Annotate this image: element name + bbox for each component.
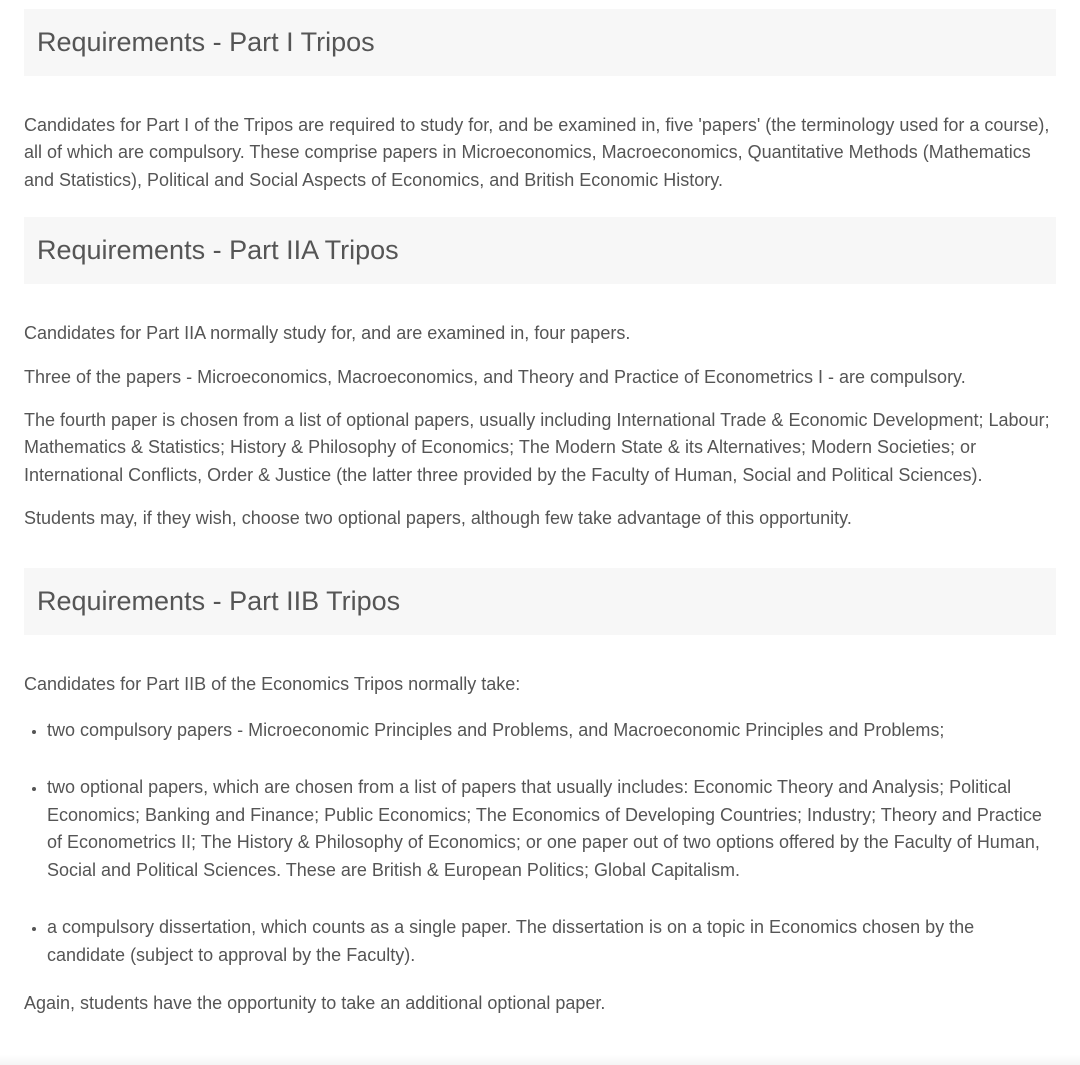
list-item-dissertation: • a compulsory dissertation, which counts as a single paper. The dissertation is on a topic in Economics chosen by the candidate (subject to approval by the Faculty).: [47, 914, 1056, 969]
bottom-fade: [0, 1055, 1080, 1065]
paragraph-part-iia-2: Three of the papers - Microeconomics, Macroeconomics, and Theory and Practice of Econometrics I - are compulsory.: [24, 366, 966, 387]
part-iib-list: [24, 717, 1056, 969]
paragraph-part-iia-1: Candidates for Part IIA normally study for, and are examined in, four papers.: [24, 323, 631, 344]
section-header-part-iib: [24, 568, 1056, 635]
paragraph-part-iia-4: Students may, if they wish, choose two optional papers, although few take advantage of this opportunity.: [24, 508, 852, 529]
paragraph-part-iia-3: The fourth paper is chosen from a list of optional papers, usually including International Trade & Economic Development; Labour; Mathematics & Statistics; History & Philosophy of Economics; The Modern State & its Alternatives; Modern Societies; or International Conflicts, Order & Justice (the latter three provided by the Faculty of Human, Social and Political Sciences).: [24, 410, 1050, 485]
paragraph-part-iib-intro: Candidates for Part IIB of the Economics Tripos normally take:: [24, 673, 521, 694]
list-item-compulsory-papers: • two compulsory papers - Microeconomic Principles and Problems, and Macroeconomic Principles and Problems;: [47, 717, 1056, 744]
paragraph-part-iib-outro: Again, students have the opportunity to take an additional optional paper.: [24, 992, 606, 1013]
section-header-part-i: [24, 9, 1056, 76]
page-content: [24, 9, 1056, 1017]
section-title-part-iib: Requirements - Part IIB Tripos: [37, 585, 401, 616]
section-header-part-iia: [24, 217, 1056, 284]
section-title-part-i: Requirements - Part I Tripos: [37, 27, 375, 57]
list-item-optional-papers: • two optional papers, which are chosen from a list of papers that usually includes: Economic Theory and Analysis; Political Economics; Banking and Finance; Public Economics; The Economics of Developing Countries; Industry; Theory and Practice of Econometrics II; The History & Philosophy of Economics; or one paper out of two options offered by the Faculty of Human, Social and Political Sciences. These are British & European Politics; Global Capitalism.: [47, 774, 1056, 884]
paragraph-part-i: Candidates for Part I of the Tripos are required to study for, and be examined in, five 'papers' (the terminology used for a course), all of which are compulsory. These comprise papers in Microeconomics, Macroeconomics, Quantitative Methods (Mathematics and Statistics), Political and Social Aspects of Economics, and British Economic History.: [24, 115, 1050, 190]
section-title-part-iia: Requirements - Part IIA Tripos: [37, 235, 399, 266]
